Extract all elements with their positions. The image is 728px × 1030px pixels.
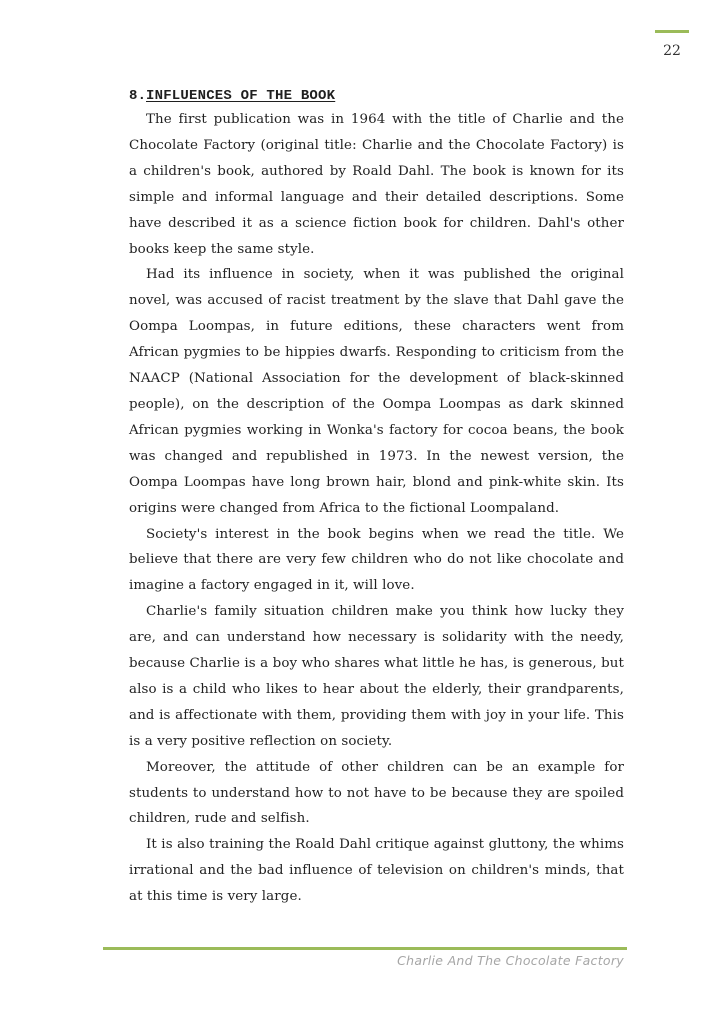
section-title: INFLUENCES OF THE BOOK — [146, 88, 336, 104]
section-number: 8. — [129, 88, 147, 104]
paragraph-influence-in-society: Had its influence in society, when it was published the original novel, was accused of racist treatment by the slave that Dahl gave the Oompa Loompas, in future editions, these characters went from African pygmies to be hippies dwarfs. Responding to criticism from the NAACP (National Association for the development of black-skinned people), on the description of the Oompa Loompas as dark skinned African pygmies working in Wonka's factory for cocoa beans, the book was changed and republished in 1973. In the newest version, the Oompa Loompas have long brown hair, blond and pink-white skin. Its origins were changed from Africa to the fictional Loompaland. — [129, 267, 624, 516]
paragraph-first-publication: The first publication was in 1964 with the title of Charlie and the Chocolate Factory (original title: Charlie and the Chocolate Factory) is a children's book, authored by Roald Dahl. The book is known for its simple and informal language and their detailed descriptions. Some have described it as a science fiction book for children. Dahl's other books keep the same style. — [129, 112, 624, 257]
paragraph-dahl-critique: It is also training the Roald Dahl critique against gluttony, the whims irrational and the bad influence of television on children's minds, that at this time is very large. — [129, 837, 624, 905]
page-number: 22 — [663, 43, 681, 59]
footer-accent-rule — [103, 947, 627, 950]
paragraph-society-interest: Society's interest in the book begins when we read the title. We believe that there are very few children who do not like chocolate and imagine a factory engaged in it, will love. — [129, 526, 624, 594]
header-accent-rule — [655, 30, 689, 33]
paragraph-family-situation: Charlie's family situation children make you think how lucky they are, and can understand how necessary is solidarity with the needy, because Charlie is a boy who shares what little he has, is generous, but also is a child who likes to hear about the elderly, their grandparents, and is affectionate with them, providing them with joy in your life. This is a very positive reflection on society. — [129, 604, 624, 749]
footer-title: Charlie And The Chocolate Factory — [397, 953, 624, 968]
section-heading — [129, 85, 624, 107]
page-content — [129, 85, 624, 910]
paragraph-other-children: Moreover, the attitude of other children can be an example for students to understand how to not have to be because they are spoiled children, rude and selfish. — [129, 759, 624, 827]
